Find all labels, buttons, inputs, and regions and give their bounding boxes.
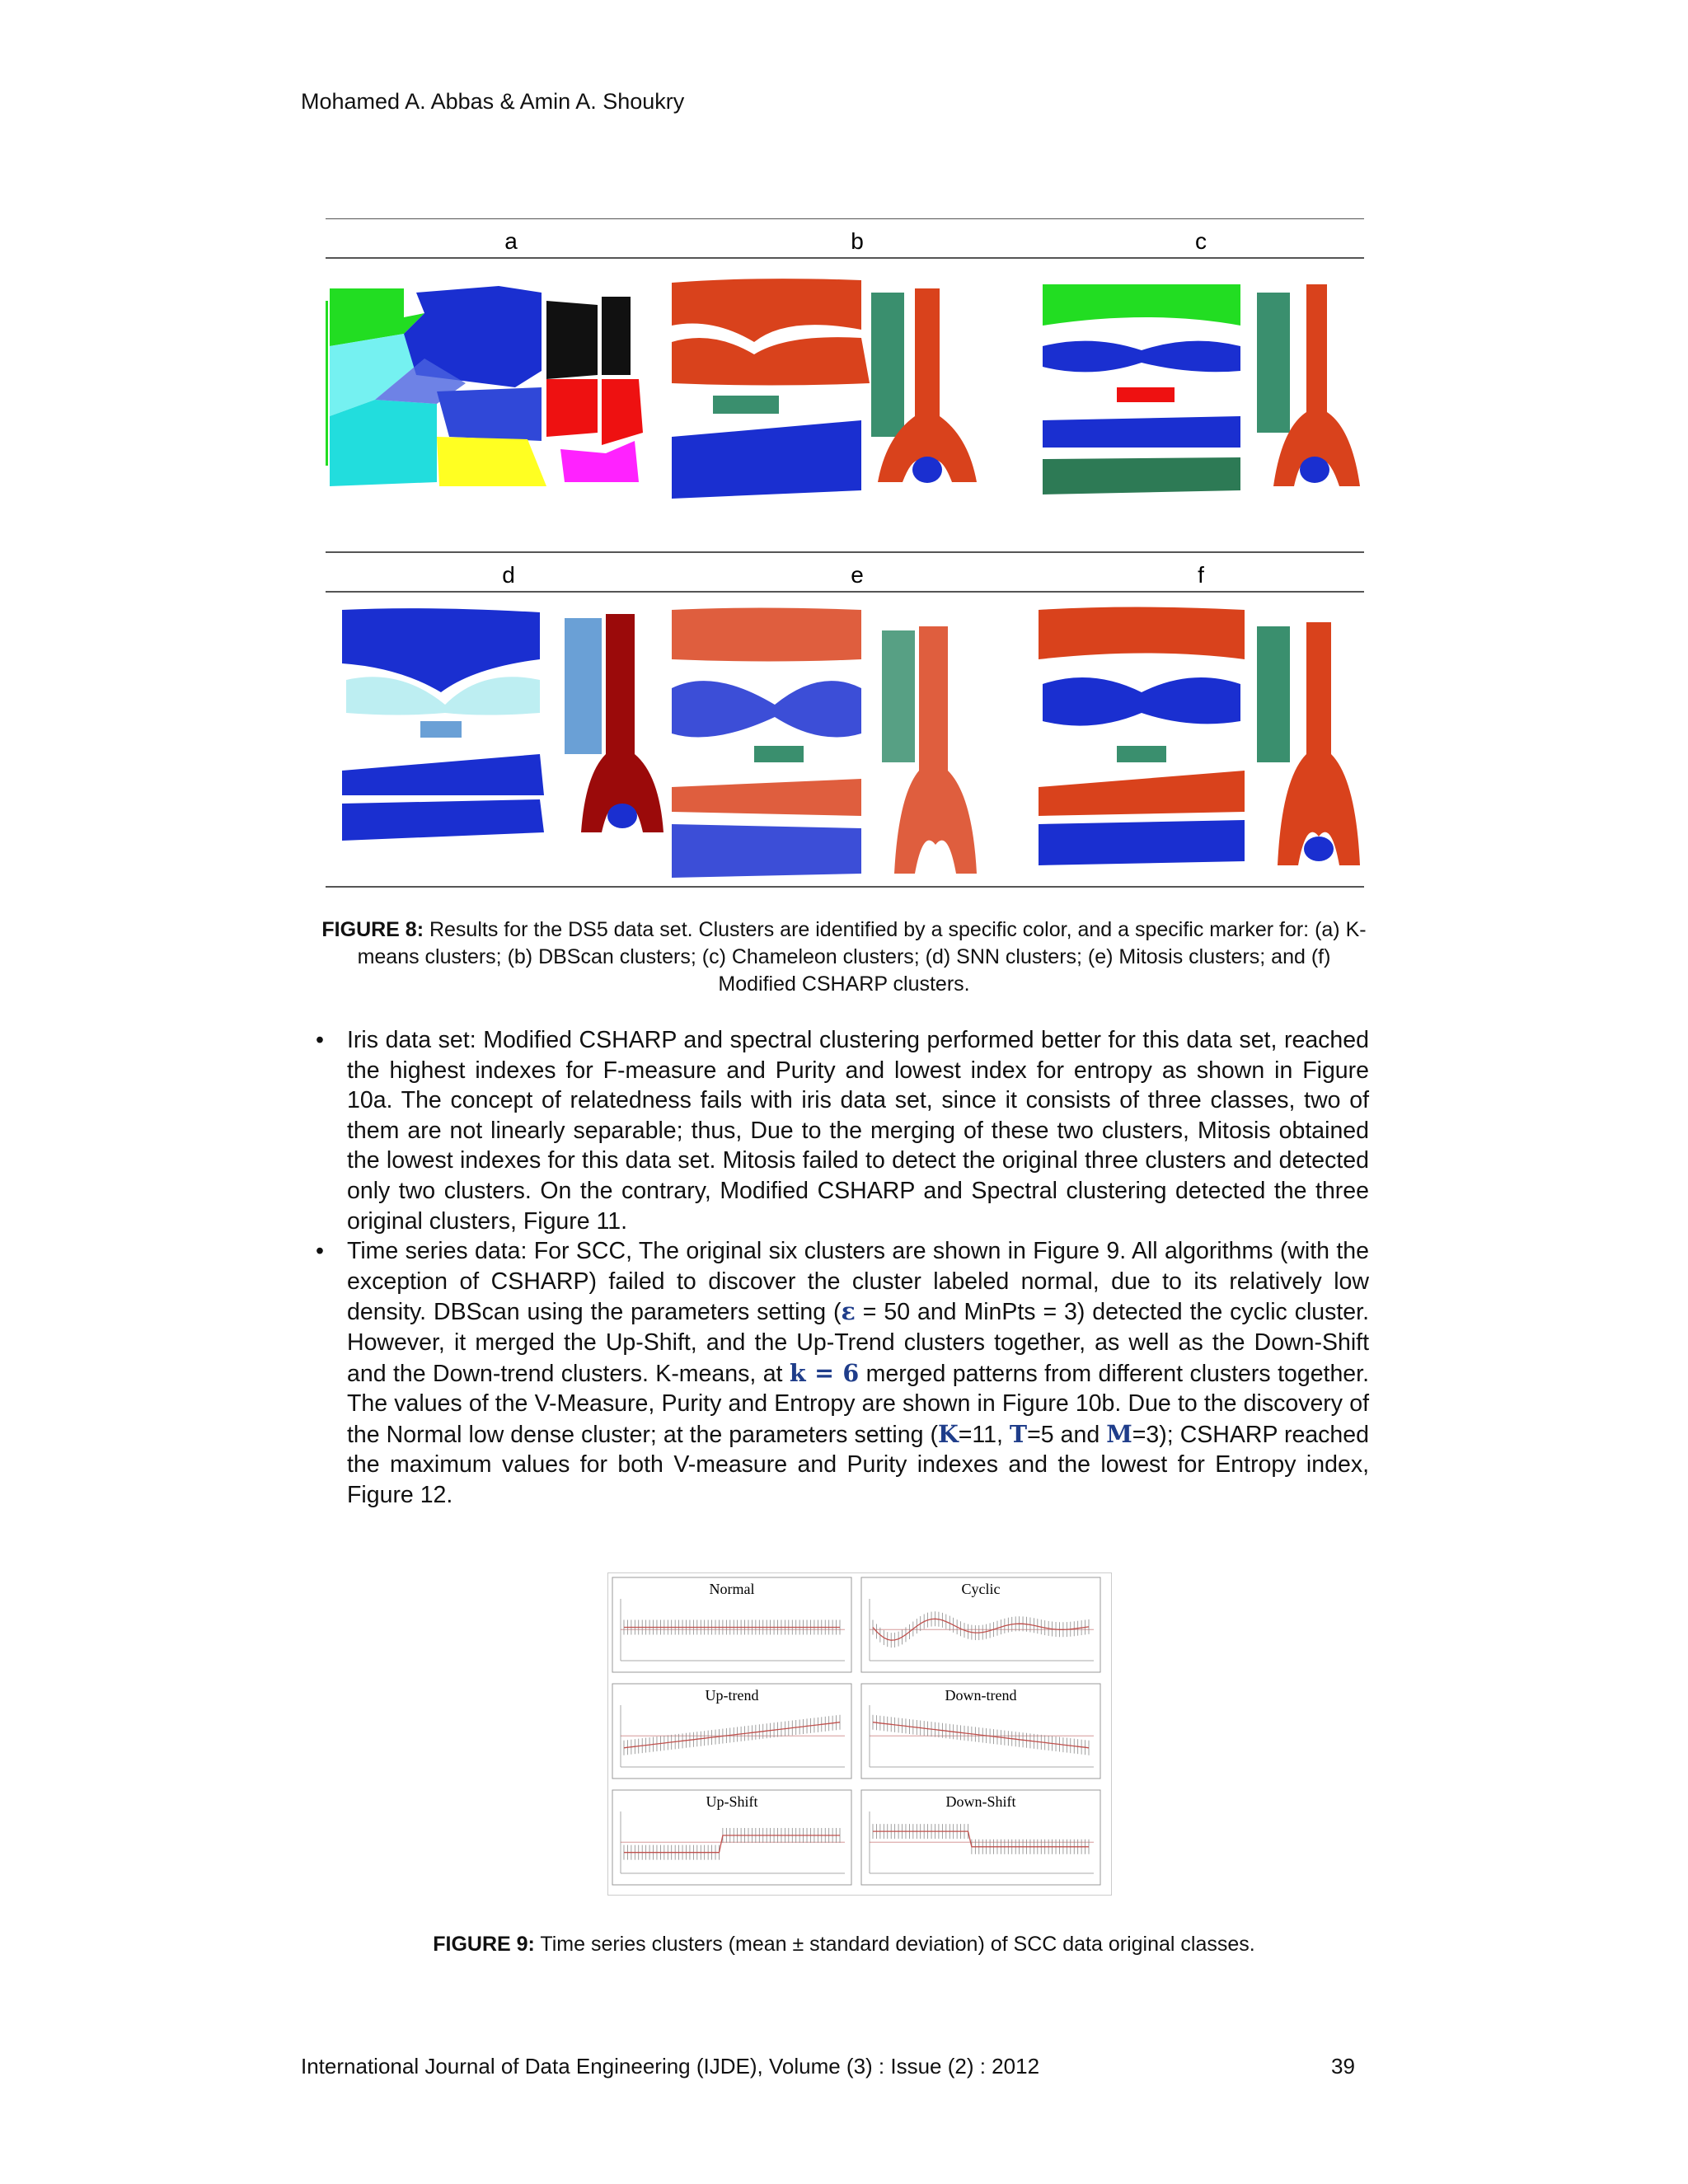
timeseries-panel-downshift: [861, 1790, 1100, 1885]
panel-label-b: b: [851, 228, 864, 254]
ts-text-1: Time series data: For SCC, The original six clusters are shown in Figure 9. All algorithms (with the exception of CSHARP) failed to discover the cluster labeled normal, due to its relatively low density. DBScan using the parameters setting (: [347, 1238, 1369, 1326]
panel-label-d: d: [502, 562, 515, 588]
timeseries-panel-down: [861, 1684, 1100, 1779]
panel-title: Up-trend: [705, 1687, 759, 1704]
ts-text-2: = 50 and MinPts = 3) detected the cyclic cluster. However, it merged the Up-Shift, and the Up-Trend clusters together, as well as the Down-Shift and the Down-trend clusters. K-means, at: [347, 1299, 1369, 1387]
scatter-panel-b: [672, 279, 977, 499]
timeseries-panel-cyclic: [861, 1577, 1100, 1672]
panel-title: Down-Shift: [945, 1793, 1016, 1810]
figure-9-caption: [321, 1933, 1367, 1957]
timeseries-panel-up: [612, 1684, 851, 1779]
ts-text-6: =3); CSHARP reached the maximum values for both V-measure and Purity indexes and the lowest for Entropy index, Figure 12.: [347, 1421, 1369, 1508]
panel-title: Down-trend: [945, 1687, 1017, 1704]
ts-text-5: =5 and: [1027, 1421, 1107, 1448]
scatter-panel-e: [672, 608, 977, 879]
T-symbol: T: [1009, 1419, 1028, 1448]
bullet-time-series: [301, 1236, 1369, 1510]
panel-label-c: c: [1195, 228, 1207, 254]
panel-title: Normal: [709, 1581, 755, 1597]
K-symbol: K: [937, 1419, 959, 1448]
ts-text-4: =11,: [958, 1421, 1010, 1448]
bullet-iris-text: Iris data set: Modified CSHARP and spectral clustering performed better for this data set, reached the highest indexes for F-measure and Purity and lowest index for entropy as shown in Figure 10a. The concept of relatedness fails with iris data set, since it consists of three classes, two of them are not linearly separable; thus, Due to the merging of these two clusters, Mitosis obtained the lowest indexes for this data set. Mitosis failed to detect the original three clusters and detected only two clusters. On the contrary, Modified CSHARP and Spectral clustering detected the three original clusters, Figure 11.: [347, 1027, 1369, 1235]
bullet-list: [301, 1025, 1369, 1511]
panel-title: Cyclic: [961, 1581, 1001, 1597]
running-header: Mohamed A. Abbas & Amin A. Shoukry: [301, 89, 685, 114]
k-equals-symbol: k = 6: [789, 1358, 860, 1387]
bullet-marker: •: [316, 1238, 324, 1265]
figure-9-label: FIGURE 9:: [433, 1933, 535, 1956]
scatter-panel-d: [342, 608, 663, 841]
scatter-panel-f: [1039, 607, 1360, 866]
M-symbol: M: [1106, 1419, 1132, 1448]
timeseries-panel-upshift: [612, 1790, 851, 1885]
footer-journal: International Journal of Data Engineering (IJDE), Volume (3) : Issue (2) : 2012: [301, 2054, 1040, 2079]
epsilon-symbol: ε: [841, 1297, 856, 1326]
scatter-panel-a: [326, 286, 643, 486]
ts-text-3: merged patterns from different clusters together. The values of the V-Measure, Purity and Entropy are shown in Figure 10b. Due to the discovery of the Normal low dense cluster; at the parameters setting (: [347, 1360, 1369, 1448]
panel-title: Up-Shift: [706, 1793, 758, 1810]
bullet-iris: [301, 1025, 1369, 1236]
figure-9-caption-text: Time series clusters (mean ± standard deviation) of SCC data original classes.: [534, 1933, 1255, 1956]
figure-8-caption: [321, 916, 1367, 998]
bullet-marker: •: [316, 1027, 324, 1053]
figure-8-label: FIGURE 8:: [321, 918, 424, 941]
page-number: 39: [1331, 2054, 1355, 2079]
panel-label-a: a: [504, 228, 518, 254]
panel-label-e: e: [851, 562, 864, 588]
figure-8-caption-text: Results for the DS5 data set. Clusters are identified by a specific color, and a specific marker for: (a) K-means clusters; (b) DBScan clusters; (c) Chameleon clusters; (d) SNN clusters; (e) Mitosis clusters; and (f) Modified CSHARP clusters.: [357, 918, 1367, 996]
figure-9: [607, 1572, 1112, 1896]
panel-label-f: f: [1198, 562, 1204, 588]
timeseries-panel-flat: [612, 1577, 851, 1672]
figure-8: [326, 218, 1364, 888]
scatter-panel-c: [1043, 284, 1360, 494]
